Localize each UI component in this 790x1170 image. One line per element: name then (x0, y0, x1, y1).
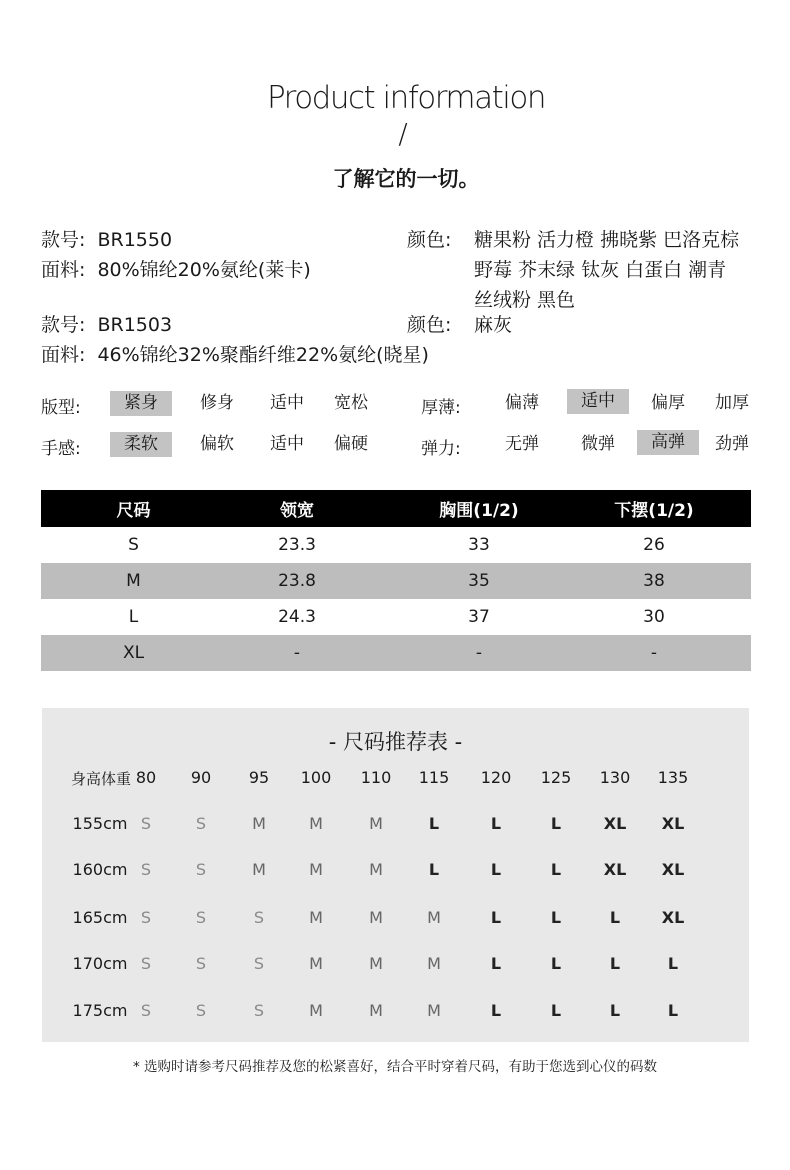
recommendation-title: - 尺码推荐表 - (328, 730, 463, 754)
recommended-size-cell: S (253, 954, 265, 973)
weight-header: 130 (599, 768, 631, 787)
item1-color-line: 野莓 芥末绿 钛灰 白蛋白 潮青 (474, 259, 727, 281)
recommended-size-cell: L (550, 954, 562, 973)
elasticity-option: 无弹 (505, 434, 539, 454)
recommended-size-cell: M (309, 908, 323, 927)
item2-style-row (41, 310, 172, 337)
header-size: 尺码 (116, 501, 151, 521)
recommended-size-cell: L (550, 908, 562, 927)
header-collar: 领宽 (280, 501, 314, 521)
height-label: 165cm (72, 908, 128, 927)
recommended-size-cell: XL (661, 814, 685, 833)
table-cell: 24.3 (278, 607, 316, 627)
recommended-size-cell: M (309, 1001, 323, 1020)
recommended-size-cell: L (490, 1001, 502, 1020)
recommended-size-cell: S (253, 1001, 265, 1020)
item1-color-line: 丝绒粉 黑色 (474, 289, 576, 311)
table-cell: - (475, 643, 483, 663)
recommended-size-cell: S (140, 1001, 152, 1020)
recommended-size-cell: L (550, 814, 562, 833)
table-cell: 23.8 (278, 571, 316, 591)
recommended-size-cell: M (309, 954, 323, 973)
fabric-value: 46%锦纶32%聚酯纤维22%氨纶(晓星) (97, 344, 429, 366)
title-divider: / (398, 117, 408, 150)
recommended-size-cell: L (667, 954, 679, 973)
fabric-value: 80%锦纶20%氨纶(莱卡) (97, 259, 311, 281)
recommended-size-cell: M (309, 860, 323, 879)
elasticity-option: 劲弹 (715, 434, 749, 454)
weight-header: 95 (248, 768, 270, 787)
height-label: 175cm (72, 1001, 128, 1020)
recommended-size-cell: XL (661, 860, 685, 879)
recommended-size-cell: L (550, 1001, 562, 1020)
recommended-size-cell: M (369, 814, 383, 833)
fit-option: 适中 (270, 393, 304, 413)
weight-header: 115 (418, 768, 450, 787)
recommended-size-cell: M (369, 1001, 383, 1020)
recommended-size-cell: S (195, 860, 207, 879)
recommended-size-cell: S (195, 1001, 207, 1020)
recommended-size-cell: L (490, 860, 502, 879)
table-cell: 23.3 (278, 535, 316, 555)
item1-style-row (41, 225, 172, 252)
recommended-size-cell: M (252, 860, 266, 879)
recommended-size-cell: M (369, 954, 383, 973)
item1-color-line: 糖果粉 活力橙 拂晓紫 巴洛克棕 (474, 229, 740, 251)
weight-header: 125 (540, 768, 572, 787)
table-cell: 35 (468, 571, 490, 591)
recommended-size-cell: S (195, 954, 207, 973)
recommended-size-cell: S (195, 908, 207, 927)
recommended-size-cell: XL (661, 908, 685, 927)
recommended-size-cell: L (490, 814, 502, 833)
recommended-size-cell: L (667, 1001, 679, 1020)
recommended-size-cell: M (309, 814, 323, 833)
elasticity-label: 弹力: (421, 439, 461, 459)
header-hem: 下摆(1/2) (614, 501, 694, 521)
thickness-option: 偏厚 (651, 393, 685, 413)
table-cell: - (650, 643, 658, 663)
fit-option: 宽松 (334, 393, 368, 413)
recommended-size-cell: M (427, 908, 441, 927)
style-number: BR1503 (97, 314, 173, 336)
feel-option: 偏软 (200, 434, 234, 454)
recommended-size-cell: M (427, 954, 441, 973)
height-label: 155cm (72, 814, 128, 833)
height-label: 160cm (72, 860, 128, 879)
fit-option: 修身 (200, 393, 234, 413)
recommended-size-cell: M (369, 860, 383, 879)
feel-option: 适中 (270, 434, 304, 454)
corner-label: 身高体重 (70, 770, 131, 788)
thickness-option: 偏薄 (505, 393, 539, 413)
fit-option-selected: 紧身 (110, 391, 172, 416)
weight-header: 135 (657, 768, 689, 787)
item2-fabric-row (41, 340, 429, 367)
recommended-size-cell: M (427, 1001, 441, 1020)
table-cell: - (293, 643, 301, 663)
weight-header: 80 (135, 768, 157, 787)
recommended-size-cell: L (490, 908, 502, 927)
item1-fabric-row (41, 255, 311, 282)
recommended-size-cell: XL (603, 814, 627, 833)
size-table (41, 490, 751, 671)
recommended-size-cell: S (140, 908, 152, 927)
table-cell: 37 (468, 607, 490, 627)
size-table-header (41, 490, 751, 527)
feel-option-selected: 柔软 (110, 432, 172, 457)
thickness-option-selected: 适中 (567, 389, 629, 414)
footnote: * 选购时请参考尺码推荐及您的松紧喜好，结合平时穿着尺码，有助于您选到心仪的码数 (132, 1059, 658, 1075)
item2-color-label: 颜色: (407, 314, 452, 336)
elasticity-option-selected: 高弹 (637, 430, 699, 455)
recommended-size-cell: L (609, 954, 621, 973)
page-title: Product information (267, 80, 545, 116)
feel-label: 手感: (41, 439, 81, 459)
style-label: 款号: (41, 314, 86, 336)
header-chest: 胸围(1/2) (439, 501, 519, 521)
size-recommendation-panel (42, 708, 749, 1042)
table-cell: 30 (643, 607, 665, 627)
recommended-size-cell: S (140, 860, 152, 879)
style-number: BR1550 (97, 229, 173, 251)
fabric-label: 面料: (41, 259, 86, 281)
item2-color-line: 麻灰 (474, 314, 513, 336)
weight-header: 100 (300, 768, 332, 787)
thickness-option: 加厚 (715, 393, 749, 413)
table-cell: 26 (643, 535, 665, 555)
elasticity-option: 微弹 (581, 434, 615, 454)
recommended-size-cell: S (195, 814, 207, 833)
recommended-size-cell: L (428, 814, 440, 833)
table-cell: XL (122, 643, 145, 663)
feel-option: 偏硬 (334, 434, 368, 454)
weight-header: 90 (190, 768, 212, 787)
table-row (41, 599, 751, 635)
height-label: 170cm (72, 954, 128, 973)
weight-header: 110 (360, 768, 392, 787)
fabric-label: 面料: (41, 344, 86, 366)
recommended-size-cell: S (253, 908, 265, 927)
recommended-size-cell: XL (603, 860, 627, 879)
table-row (41, 563, 751, 599)
recommended-size-cell: M (252, 814, 266, 833)
recommended-size-cell: M (369, 908, 383, 927)
table-cell: 33 (468, 535, 490, 555)
recommended-size-cell: L (609, 908, 621, 927)
table-cell: S (128, 535, 139, 555)
item1-color-label: 颜色: (407, 229, 452, 251)
style-label: 款号: (41, 229, 86, 251)
recommended-size-cell: S (140, 814, 152, 833)
recommended-size-cell: S (140, 954, 152, 973)
table-cell: 38 (643, 571, 665, 591)
fit-label: 版型: (41, 398, 81, 418)
table-cell: M (126, 571, 141, 591)
table-row (41, 527, 751, 563)
weight-header: 120 (480, 768, 512, 787)
table-cell: L (128, 607, 139, 627)
table-row (41, 635, 751, 671)
recommended-size-cell: L (428, 860, 440, 879)
page-subtitle: 了解它的一切。 (332, 167, 480, 191)
recommended-size-cell: L (609, 1001, 621, 1020)
recommended-size-cell: L (490, 954, 502, 973)
recommended-size-cell: L (550, 860, 562, 879)
thickness-label: 厚薄: (421, 398, 461, 418)
